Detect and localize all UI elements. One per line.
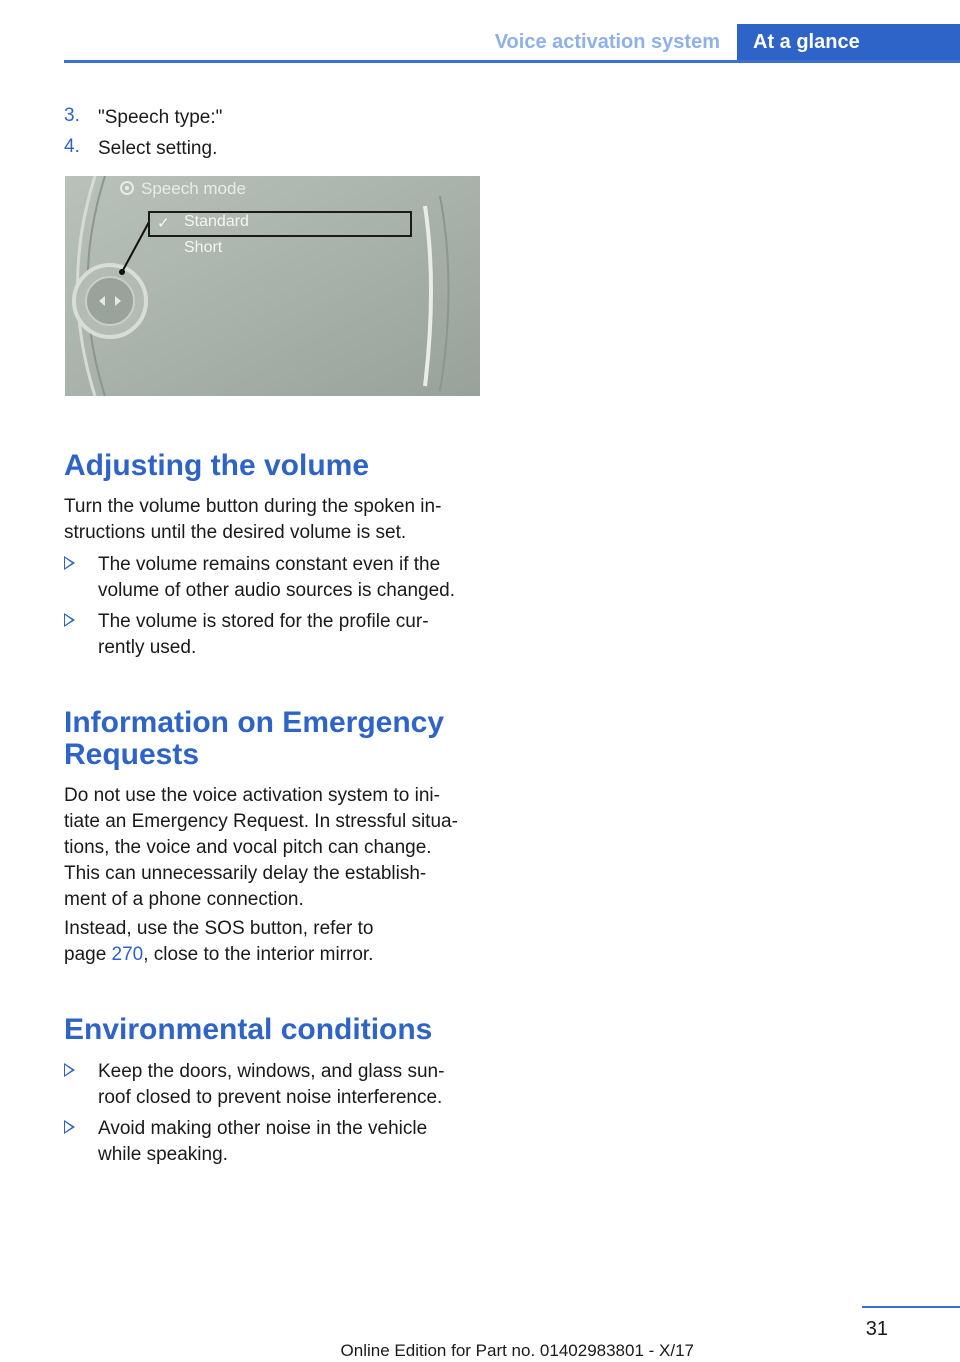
volume-bullet-2 [64,609,484,661]
page-number: 31 [865,1318,888,1340]
env-bullet-1 [64,1059,484,1111]
emergency-paragraph [64,783,484,913]
heading-line: Information on Emergency [64,706,445,739]
env-bullet-2 [64,1116,484,1168]
step-number: 4. [64,136,80,157]
text-line [64,942,484,968]
option-standard: Standard [184,213,249,230]
speech-mode-screen-image [65,176,480,396]
bullet-triangle-icon [64,1120,75,1134]
text-line: structions until the desired volume is set. [64,522,407,543]
footer-edition: Online Edition for Part no. 01402983801 - X/17 [340,1341,694,1360]
header-tab: At a glance [737,24,960,63]
text-line: roof closed to prevent noise interference. [98,1087,443,1108]
step-4 [64,136,484,162]
step-3 [64,105,484,131]
text-line: while speaking. [98,1144,228,1165]
step-text: Select setting. [98,138,218,159]
text-line: Avoid making other noise in the vehicle [98,1118,428,1139]
option-short: Short [184,239,223,256]
heading-environmental: Environmental conditions [64,1013,433,1046]
volume-bullet-1 [64,552,484,604]
text-line: Turn the volume button during the spoken in- [64,496,442,517]
text-fragment: page [64,944,112,965]
text-line: tions, the voice and vocal pitch can change. [64,837,432,858]
bullet-triangle-icon [64,556,75,570]
bullet-triangle-icon [64,1063,75,1077]
screen-decor [65,176,480,396]
emergency-instead [64,916,484,968]
page-link[interactable]: 270 [111,944,144,965]
bullet-triangle-icon [64,613,75,627]
text-fragment: , close to the interior mirror. [143,944,374,965]
text-line: Instead, use the SOS button, refer to [64,918,374,939]
heading-emergency [64,707,484,771]
text-line: rently used. [98,637,197,658]
step-number: 3. [64,105,80,126]
volume-intro [64,494,484,546]
step-text: "Speech type:" [98,107,223,128]
text-line: The volume remains constant even if the [98,554,441,575]
text-line: volume of other audio sources is changed. [98,580,455,601]
text-line: ment of a phone connection. [64,889,304,910]
text-line: The volume is stored for the profile cur- [98,611,429,632]
heading-adjusting-volume: Adjusting the volume [64,449,370,482]
footer-rule [862,1306,960,1308]
heading-line: Requests [64,738,200,771]
check-icon: ✓ [157,215,170,232]
text-line: Keep the doors, windows, and glass sun- [98,1061,445,1082]
text-line: Do not use the voice activation system to ini- [64,785,440,806]
text-line: This can unnecessarily delay the establish- [64,863,427,884]
screen-title: Speech mode [141,179,246,198]
header-rule [64,60,960,63]
text-line: tiate an Emergency Request. In stressful situa- [64,811,458,832]
header-section-title: Voice activation system [494,31,720,53]
